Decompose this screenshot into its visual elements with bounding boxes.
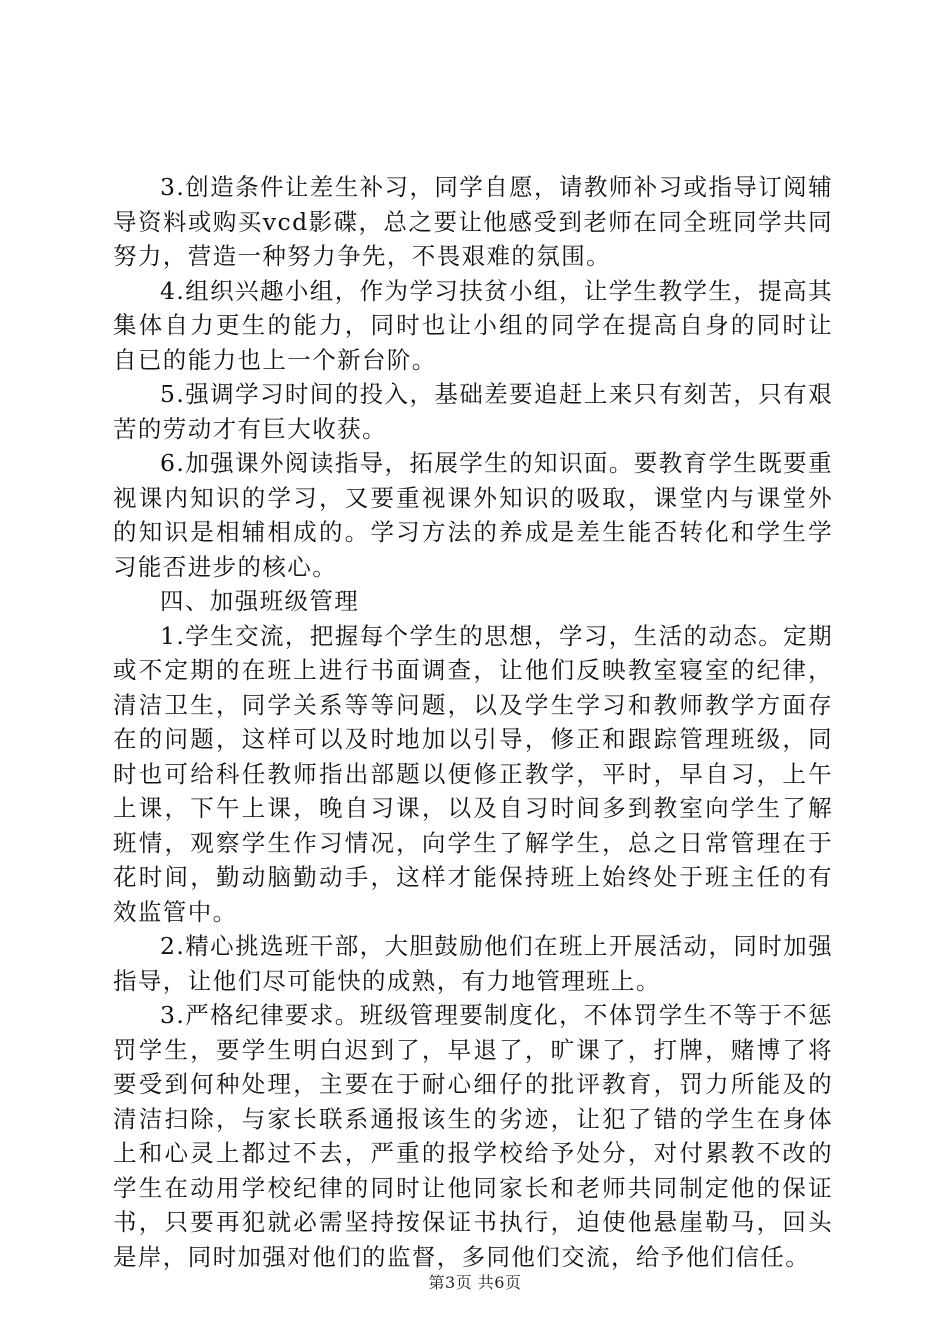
page-number-footer: 第3页 共6页	[428, 1273, 522, 1292]
paragraph-item-2-class-cadres: 2.精心挑选班干部，大胆鼓励他们在班上开展活动，同时加强指导，让他们尽可能快的成熟，有力地管理班上。	[113, 932, 833, 995]
paragraph-item-1-communication: 1.学生交流，把握每个学生的思想，学习，生活的动态。定期或不定期的在班上进行书面调查，让他们反映教室寝室的纪律，清洁卫生，同学关系等等问题，以及学生学习和教师教学方面存在的问题，这样可以及时地加以引导，修正和跟踪管理班级，同时也可给科任教师指出部题以便修正教学，平时，早自习，上午上课，下午上课，晚自习课，以及自习时间多到教室向学生了解班情，观察学生作习情况，向学生了解学生，总之日常管理在于花时间，勤动脑勤动手，这样才能保持班上始终处于班主任的有效监管中。	[113, 621, 833, 926]
document-body	[113, 170, 833, 1274]
section-heading-class-management: 四、加强班级管理	[160, 587, 360, 615]
paragraph-item-6-reading: 6.加强课外阅读指导，拓展学生的知识面。要教育学生既要重视课内知识的学习，又要重视课外知识的吸取，课堂内与课堂外的知识是相辅相成的。学习方法的养成是差生能否转化和学生学习能否进步的核心。	[113, 449, 833, 581]
paragraph-item-3-remedial: 3.创造条件让差生补习，同学自愿，请教师补习或指导订阅辅导资料或购买vcd影碟，总之要让他感受到老师在同全班同学共同努力，营造一种努力争先，不畏艰难的氛围。	[113, 173, 833, 270]
paragraph-item-3-discipline: 3.严格纪律要求。班级管理要制度化，不体罚学生不等于不惩罚学生，要学生明白迟到了，早退了，旷课了，打牌，赌博了将要受到何种处理，主要在于耐心细仔的批评教育，罚力所能及的清洁扫除，与家长联系通报该生的劣迹，让犯了错的学生在身体上和心灵上都过不去，严重的报学校给予处分，对付累教不改的学生在动用学校纪律的同时让他同家长和老师共同制定他的保证书，只要再犯就必需坚持按保证书执行，迫使他悬崖勒马，回头是岸，同时加强对他们的监督，多同他们交流，给予他们信任。	[113, 1001, 833, 1271]
paragraph-item-4-interest-group: 4.组织兴趣小组，作为学习扶贫小组，让学生教学生，提高其集体自力更生的能力，同时也让小组的同学在提高自身的同时让自已的能力也上一个新台阶。	[113, 276, 833, 374]
paragraph-item-5-study-time: 5.强调学习时间的投入，基础差要追赶上来只有刻苦，只有艰苦的劳动才有巨大收获。	[113, 380, 833, 443]
